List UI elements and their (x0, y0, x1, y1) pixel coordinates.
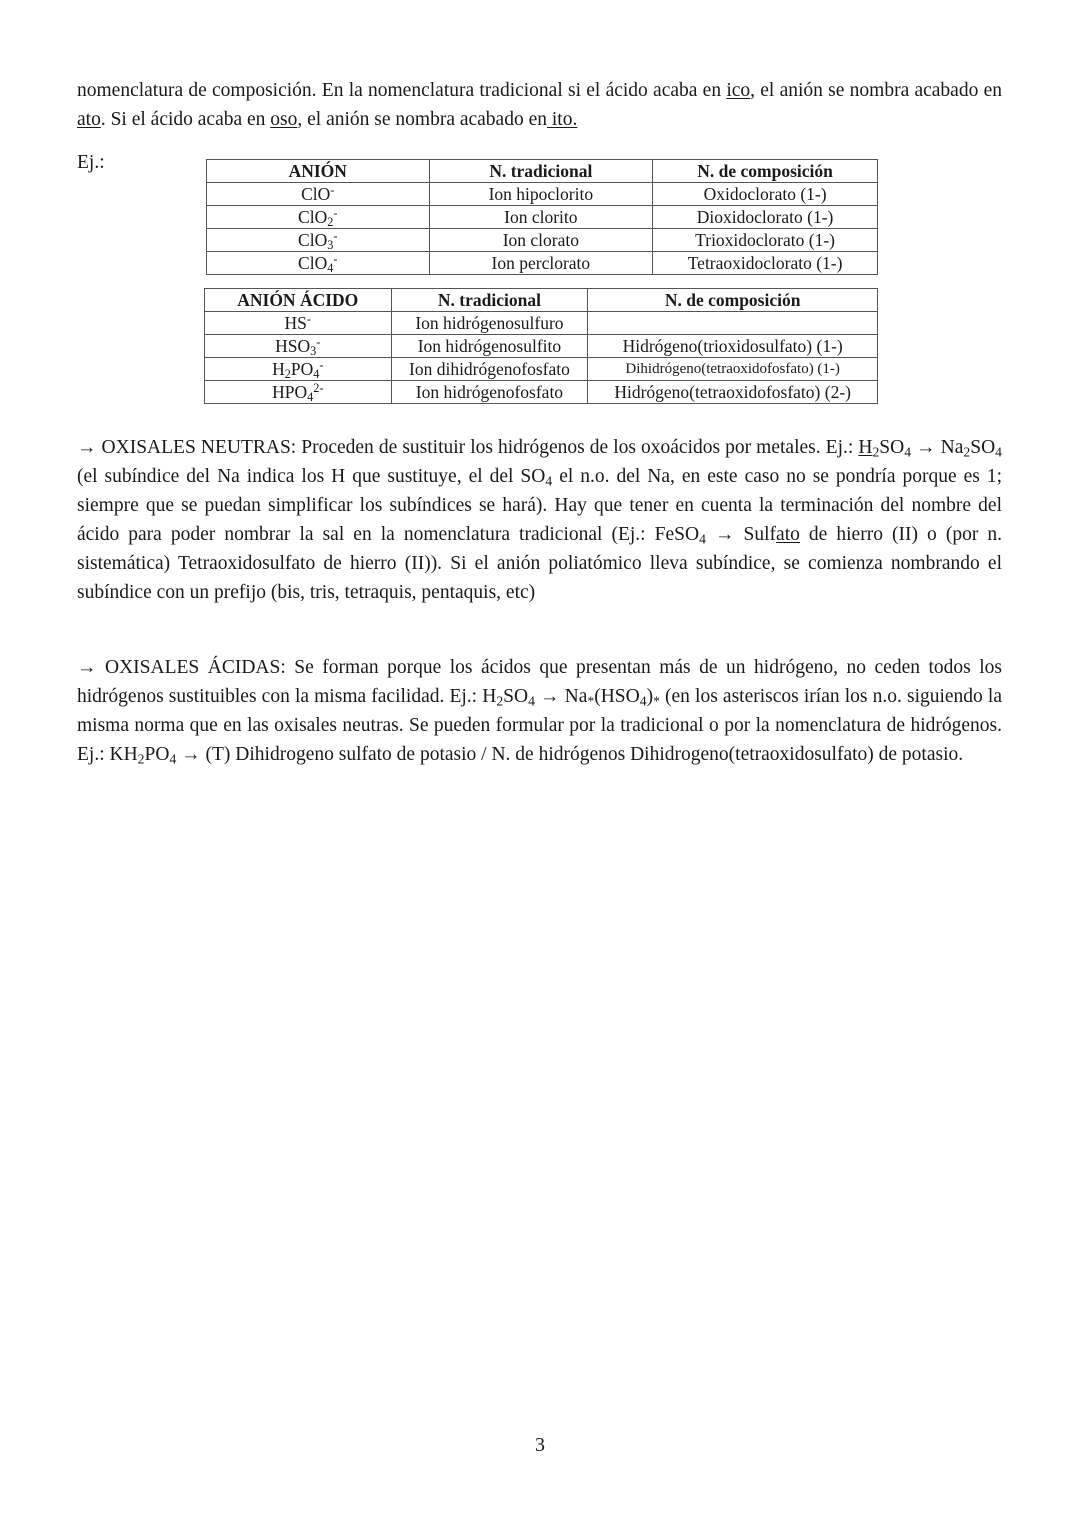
composition-name-cell: Hidrógeno(tetraoxidofosfato) (2-) (588, 381, 878, 404)
table-row (207, 252, 878, 275)
subscript: 4 (327, 261, 334, 276)
example-label: Ej.: (77, 152, 105, 173)
subscript: 2 (327, 215, 334, 230)
subscript: 2 (872, 444, 880, 460)
oxisales-acidas-paragraph: → OXISALES ÁCIDAS: Se forman porque los ácidos que presentan más de un hidrógeno, no ceden todos los hidrógenos sustituibles con la misma facilidad. Ej.: $H_2SO_4 \to Na_*(HSO_4)_*$ (en los asteriscos irían los n.o. siguiendo la misma norma que en las oxisales neutras. Se pueden formular por la tradicional o por la nomenclatura de hidrógenos. Ej.: $KH_2PO_4 \to (T)$ Dihidrogeno sulfato de potasio / N. de hidrógenos Dihidrogeno(tetraoxidosulfato) de potasio. (77, 657, 1003, 767)
subscript: 2 (137, 751, 145, 767)
intro-paragraph: nomenclatura de composición. En la nomenclatura tradicional si el ácido acaba en ico, el anión se nombra acabado en ato. Si el ácido acaba en oso, el anión se nombra acabado en ito. (77, 80, 1002, 130)
subscript: * (587, 693, 595, 709)
subscript: 2 (284, 367, 291, 382)
composition-name-cell: Dihidrógeno(tetraoxidofosfato) (1-) (588, 358, 878, 381)
composition-name-cell: Hidrógeno(trioxidosulfato) (1-) (588, 335, 878, 358)
table-row (205, 312, 878, 335)
superscript: - (306, 311, 311, 326)
formula-cell: ClO$_3$- (207, 229, 430, 252)
formula-cell: ClO$_4$- (207, 252, 430, 275)
traditional-name-cell: Ion hidrógenosulfito (391, 335, 588, 358)
table-row (207, 183, 878, 206)
superscript: - (333, 228, 338, 243)
anion-table (206, 159, 878, 275)
subscript: 4 (307, 390, 314, 405)
traditional-name-cell: Ion clorato (429, 229, 653, 252)
subscript: 4 (313, 367, 320, 382)
superscript: - (319, 357, 324, 372)
formula-cell: $HSO_3^-$ (205, 335, 392, 358)
formula-cell: ClO$_2$- (207, 206, 430, 229)
anion-table-header (207, 160, 878, 183)
composition-name-cell (588, 312, 878, 335)
acid-anion-table-header (205, 289, 878, 312)
traditional-name-cell: Ion clorito (429, 206, 653, 229)
column-header: N. tradicional (391, 289, 588, 312)
table-row (207, 229, 878, 252)
formula-cell: $H_2PO_4^-$ (205, 358, 392, 381)
composition-name-cell: Oxidoclorato (1-) (653, 183, 878, 206)
subscript: 4 (995, 444, 1002, 460)
subscript: 2 (496, 693, 504, 709)
subscript: 4 (528, 693, 535, 709)
superscript: 2- (313, 380, 324, 395)
acid-anion-table-body (205, 312, 878, 404)
composition-name-cell: Dioxidoclorato (1-) (653, 206, 878, 229)
page-number: 3 (535, 1434, 545, 1456)
traditional-name-cell: Ion hipoclorito (429, 183, 653, 206)
superscript: - (316, 334, 321, 349)
traditional-name-cell: Ion hidrógenofosfato (391, 381, 588, 404)
acid-anion-table (204, 288, 878, 404)
subscript: 4 (699, 531, 706, 547)
formula-cell: HS- (205, 312, 392, 335)
underlined-text (872, 437, 879, 458)
column-header: N. de composición (588, 289, 878, 312)
subscript: 4 (639, 693, 647, 709)
table-row (205, 381, 878, 404)
subscript: 3 (327, 238, 334, 253)
traditional-name-cell: Ion perclorato (429, 252, 653, 275)
subscript: 4 (904, 444, 912, 460)
underlined-text: H (858, 437, 873, 458)
column-header: ANIÓN (207, 160, 430, 183)
superscript: - (330, 182, 335, 197)
subscript: 2 (963, 444, 971, 460)
formula-cell: ClO- (207, 183, 430, 206)
underlined-text: ato (77, 109, 101, 130)
table-row (205, 358, 878, 381)
subscript: 4 (545, 473, 553, 489)
column-header: N. tradicional (429, 160, 653, 183)
table-row (205, 335, 878, 358)
underlined-text: ato (776, 524, 800, 545)
oxisales-neutras-paragraph: → OXISALES NEUTRAS: Proceden de sustituir los hidrógenos de los oxoácidos por metales. Ej.: $H_2SO_4 \to Na_2SO_4$ (el subíndice del Na indica los H que sustituye, el del $SO_4$ el n.o. del Na, en este caso no se pondría porque es 1; siempre que se puedan simplificar los subíndices se hará). Hay que tener en cuenta la terminación del nombre del ácido para poder nombrar la sal en la nomenclatura tradicional (Ej.: FeSO$_4$ → Sulfato de hierro (II) o (por n. sistemática) Tetraoxidosulfato de hierro (II)). Si el anión poliatómico lleva subíndice, se comienza nombrando el subíndice con un prefijo (bis, tris, tetraquis, pentaquis, etc) (77, 437, 1002, 603)
anion-table-body (207, 183, 878, 275)
superscript: - (333, 251, 338, 266)
composition-name-cell: Trioxidoclorato (1-) (653, 229, 878, 252)
underlined-text: ico (726, 80, 751, 101)
table-row (207, 206, 878, 229)
formula-cell: $HPO_4^{2-}$ (205, 381, 392, 404)
superscript: - (333, 205, 338, 220)
traditional-name-cell: Ion hidrógenosulfuro (391, 312, 588, 335)
column-header: ANIÓN ÁCIDO (205, 289, 392, 312)
underlined-text: oso (270, 109, 298, 130)
traditional-name-cell: Ion dihidrógenofosfato (391, 358, 588, 381)
underlined-text: ito. (547, 109, 578, 130)
subscript: 3 (310, 344, 317, 359)
column-header: N. de composición (653, 160, 878, 183)
subscript: 4 (169, 751, 177, 767)
subscript: * (653, 693, 660, 709)
composition-name-cell: Tetraoxidoclorato (1-) (653, 252, 878, 275)
